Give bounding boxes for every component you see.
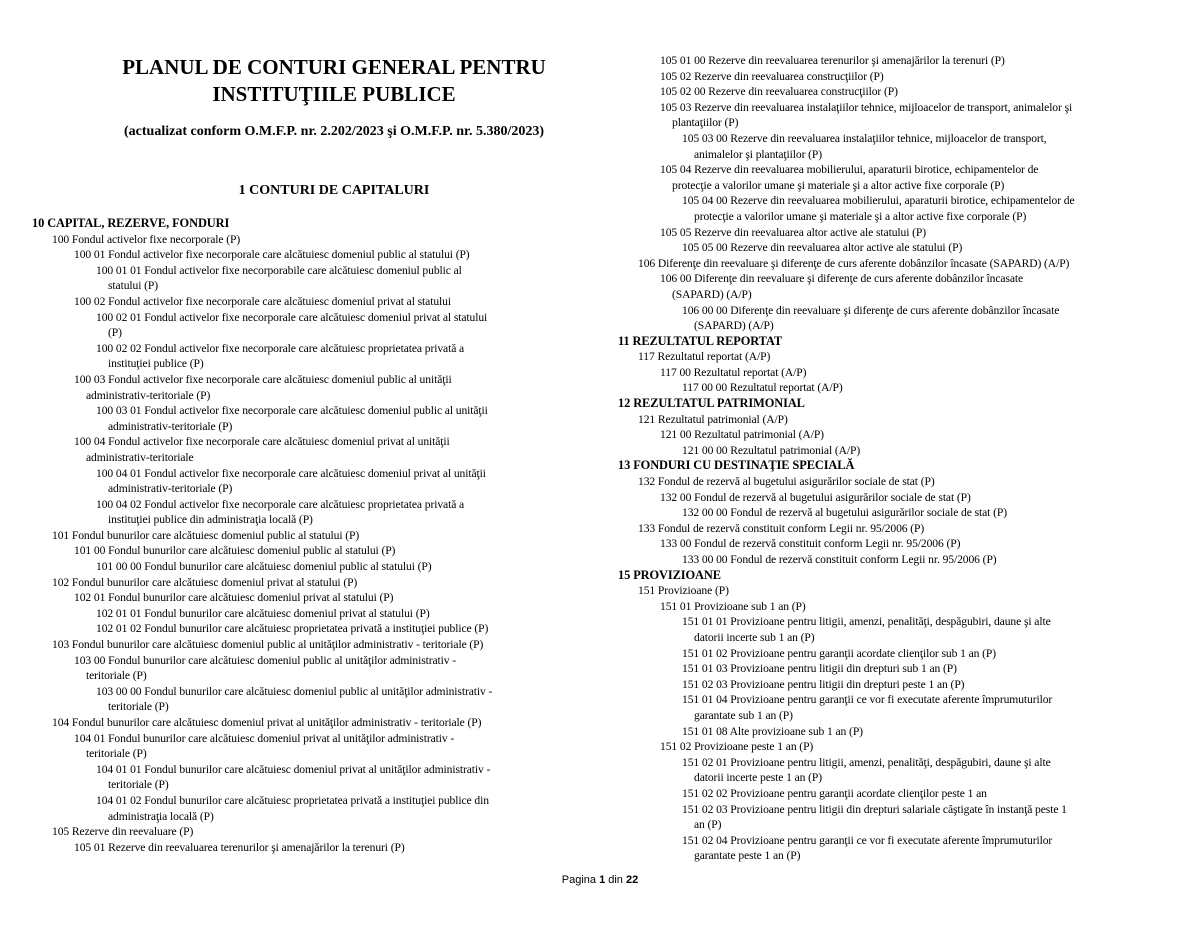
- account-line: 100 03 Fondul activelor fixe necorporale care alcătuiesc domeniul public al unităţii: [74, 372, 452, 386]
- account-line: 102 01 Fondul bunurilor care alcătuiesc domeniul privat al statului (P): [74, 591, 394, 605]
- footer-middle: din: [605, 874, 626, 886]
- account-line: 103 Fondul bunurilor care alcătuiesc domeniul public al unităţilor administrativ - teritoriale (P): [52, 638, 484, 652]
- account-line: 133 00 Fondul de rezervă constituit conform Legii nr. 95/2006 (P): [660, 537, 961, 551]
- account-line: 100 02 01 Fondul activelor fixe necorporale care alcătuiesc domeniul privat al statului: [96, 310, 488, 324]
- account-line: 100 04 01 Fondul activelor fixe necorporale care alcătuiesc domeniul privat al unităţii: [96, 466, 486, 480]
- account-line: 151 01 04 Provizioane pentru garanţii ce vor fi executate aferente împrumuturilor: [682, 693, 1053, 707]
- account-line: 133 00 00 Fondul de rezervă constituit conform Legii nr. 95/2006 (P): [682, 553, 997, 566]
- account-line: 105 04 Rezerve din reevaluarea mobilierului, aparaturii birotice, echipamentelor de: [660, 163, 1039, 177]
- account-class-heading: 12 REZULTATUL PATRIMONIAL: [618, 396, 805, 411]
- account-class-heading: 13 FONDURI CU DESTINAŢIE SPECIALĂ: [618, 458, 855, 473]
- account-line: instituţiei publice din administraţia locală (P): [108, 513, 313, 527]
- account-line: 151 02 03 Provizioane pentru litigii din drepturi salariale câştigate în instanţă peste 1: [682, 802, 1067, 816]
- account-line: 151 02 02 Provizioane pentru garanţii acordate clienţilor peste 1 an: [682, 786, 987, 800]
- account-line: 104 01 02 Fondul bunurilor care alcătuiesc proprietatea privată a instituţiei publice din: [96, 793, 489, 807]
- account-line: 132 Fondul de rezervă al bugetului asigurărilor sociale de stat (P): [638, 475, 935, 489]
- account-line: 117 Rezultatul reportat (A/P): [638, 350, 771, 364]
- account-class-heading: 11 REZULTATUL REPORTAT: [618, 333, 782, 348]
- account-line: 105 04 00 Rezerve din reevaluarea mobilierului, aparaturii birotice, echipamentelor de: [682, 194, 1075, 208]
- account-line: 101 00 Fondul bunurilor care alcătuiesc domeniul public al statului (P): [74, 544, 396, 558]
- account-line: 100 04 02 Fondul activelor fixe necorporale care alcătuiesc proprietatea privată a: [96, 497, 465, 511]
- account-line: teritoriale (P): [86, 669, 147, 683]
- account-line: 101 00 00 Fondul bunurilor care alcătuiesc domeniul public al statului (P): [96, 560, 432, 574]
- account-line: 151 01 03 Provizioane pentru litigii din drepturi sub 1 an (P): [682, 662, 957, 676]
- account-line: administrativ-teritoriale (P): [108, 419, 233, 433]
- account-class-heading: 10 CAPITAL, REZERVE, FONDURI: [32, 216, 230, 230]
- account-line: statului (P): [108, 279, 159, 293]
- account-line: garantate peste 1 an (P): [694, 849, 801, 863]
- account-line: (SAPARD) (A/P): [672, 287, 752, 301]
- account-line: 151 02 Provizioane peste 1 an (P): [660, 740, 814, 754]
- account-line: datorii incerte peste 1 an (P): [694, 771, 823, 785]
- account-line: administrativ-teritoriale (P): [108, 482, 233, 496]
- account-line: 100 01 Fondul activelor fixe necorporale care alcătuiesc domeniul public al statului (P): [74, 248, 470, 262]
- account-line: 100 02 02 Fondul activelor fixe necorporale care alcătuiesc proprietatea privată a: [96, 341, 465, 355]
- account-line: 151 Provizioane (P): [638, 584, 729, 598]
- right-account-list: [618, 53, 1178, 864]
- account-line: 102 01 01 Fondul bunurilor care alcătuiesc domeniul privat al statului (P): [96, 606, 430, 620]
- account-line: 151 01 02 Provizioane pentru garanţii acordate clienţilor sub 1 an (P): [682, 646, 996, 660]
- title-line-1: PLANUL DE CONTURI GENERAL PENTRU: [122, 55, 546, 79]
- account-line: 151 02 01 Provizioane pentru litigii, amenzi, penalităţi, despăgubiri, daune şi alte: [682, 755, 1051, 769]
- account-line: 105 01 Rezerve din reevaluarea terenurilor şi amenajărilor la terenuri (P): [74, 840, 405, 854]
- account-line: protecţie a valorilor umane şi materiale şi a altor active fixe corporale (P): [672, 178, 1005, 192]
- account-line: 105 Rezerve din reevaluare (P): [52, 825, 194, 839]
- account-line: 104 01 Fondul bunurilor care alcătuiesc domeniul privat al unităţilor administrativ -: [74, 731, 455, 745]
- account-line: 117 00 00 Rezultatul reportat (A/P): [682, 381, 843, 395]
- account-line: 132 00 Fondul de rezervă al bugetului asigurărilor sociale de stat (P): [660, 490, 971, 504]
- footer-page-number: 1: [599, 874, 606, 886]
- page-title: [64, 54, 604, 108]
- account-line: instituţiei publice (P): [108, 357, 204, 371]
- account-line: 104 Fondul bunurilor care alcătuiesc domeniul privat al unităţilor administrativ - teritoriale (P): [52, 716, 482, 729]
- account-line: 105 02 00 Rezerve din reevaluarea construcţiilor (P): [660, 85, 898, 99]
- account-line: (P): [108, 326, 122, 340]
- account-line: 100 01 01 Fondul activelor fixe necorporabile care alcătuiesc domeniul public al: [96, 263, 462, 277]
- account-line: 105 03 00 Rezerve din reevaluarea instalaţiilor tehnice, mijloacelor de transport,: [682, 131, 1047, 145]
- title-line-2: INSTITUŢIILE PUBLICE: [212, 82, 456, 106]
- account-line: 101 Fondul bunurilor care alcătuiesc domeniul public al statului (P): [52, 528, 360, 542]
- account-line: administraţia locală (P): [108, 809, 214, 823]
- account-line: teritoriale (P): [108, 778, 169, 792]
- account-line: an (P): [694, 818, 722, 832]
- account-line: 102 01 02 Fondul bunurilor care alcătuiesc proprietatea privată a instituţiei publice (P): [96, 622, 489, 636]
- account-line: 121 Rezultatul patrimonial (A/P): [638, 412, 788, 426]
- account-line: 151 02 03 Provizioane pentru litigii din drepturi peste 1 an (P): [682, 677, 965, 691]
- account-line: 106 Diferenţe din reevaluare şi diferenţe de curs aferente dobânzilor încasate (SAPARD) (A/P): [638, 256, 1070, 270]
- account-line: administrativ-teritoriale (P): [86, 388, 211, 402]
- account-line: teritoriale (P): [86, 747, 147, 761]
- page-footer: [0, 874, 1200, 886]
- account-class-heading: 15 PROVIZIOANE: [618, 567, 721, 582]
- account-line: 104 01 01 Fondul bunurilor care alcătuiesc domeniul privat al unităţilor administrativ -: [96, 762, 491, 776]
- account-line: garantate sub 1 an (P): [694, 708, 793, 722]
- account-line: datorii incerte sub 1 an (P): [694, 630, 815, 644]
- footer-prefix: Pagina: [561, 874, 600, 886]
- account-line: 100 Fondul activelor fixe necorporale (P): [52, 232, 241, 246]
- account-line: plantaţiilor (P): [672, 116, 739, 130]
- account-line: 117 00 Rezultatul reportat (A/P): [660, 365, 807, 379]
- account-line: 100 02 Fondul activelor fixe necorporale care alcătuiesc domeniul privat al statului: [74, 294, 451, 308]
- account-line: 105 03 Rezerve din reevaluarea instalaţiilor tehnice, mijloacelor de transport, animalelor şi: [660, 100, 1073, 114]
- account-line: (SAPARD) (A/P): [694, 319, 774, 333]
- account-line: 103 00 Fondul bunurilor care alcătuiesc domeniul public al unităţilor administrativ -: [74, 653, 457, 667]
- account-line: 151 01 08 Alte provizioane sub 1 an (P): [682, 724, 863, 738]
- account-line: 105 05 00 Rezerve din reevaluarea altor active ale statului (P): [682, 241, 963, 255]
- account-line: 151 01 01 Provizioane pentru litigii, amenzi, penalităţi, despăgubiri, daune şi alte: [682, 615, 1051, 629]
- account-line: 106 00 Diferenţe din reevaluare şi diferenţe de curs aferente dobânzilor încasate: [660, 272, 1024, 286]
- account-line: administrativ-teritoriale: [86, 450, 194, 464]
- account-line: 106 00 00 Diferenţe din reevaluare şi diferenţe de curs aferente dobânzilor încasate: [682, 303, 1060, 317]
- account-line: 100 04 Fondul activelor fixe necorporale care alcătuiesc domeniul privat al unităţii: [74, 435, 450, 449]
- account-line: 151 02 04 Provizioane pentru garanţii ce vor fi executate aferente împrumuturilor: [682, 833, 1053, 847]
- account-line: 105 01 00 Rezerve din reevaluarea terenurilor şi amenajărilor la terenuri (P): [660, 54, 1005, 67]
- account-line: 132 00 00 Fondul de rezervă al bugetului asigurărilor sociale de stat (P): [682, 506, 1007, 520]
- left-account-list: [32, 216, 592, 855]
- account-line: 105 02 Rezerve din reevaluarea construcţiilor (P): [660, 69, 884, 83]
- account-line: 121 00 Rezultatul patrimonial (A/P): [660, 428, 824, 442]
- account-line: 105 05 Rezerve din reevaluarea altor active ale statului (P): [660, 225, 927, 239]
- account-line: 102 Fondul bunurilor care alcătuiesc domeniul privat al statului (P): [52, 575, 358, 589]
- footer-total-pages: 22: [625, 874, 639, 886]
- account-line: 133 Fondul de rezervă constituit conform Legii nr. 95/2006 (P): [638, 521, 925, 535]
- account-line: 103 00 00 Fondul bunurilor care alcătuiesc domeniul public al unităţilor administrativ -: [96, 684, 493, 698]
- account-line: 121 00 00 Rezultatul patrimonial (A/P): [682, 443, 861, 457]
- section-heading: 1 CONTURI DE CAPITALURI: [238, 183, 430, 198]
- account-line: 100 03 01 Fondul activelor fixe necorporale care alcătuiesc domeniul public al unităţii: [96, 404, 488, 418]
- account-line: teritoriale (P): [108, 700, 169, 714]
- account-line: animalelor şi plantaţiilor (P): [694, 147, 823, 161]
- account-line: protecţie a valorilor umane şi materiale şi a altor active fixe corporale (P): [694, 209, 1027, 223]
- account-line: 151 01 Provizioane sub 1 an (P): [660, 599, 806, 613]
- page-subtitle: (actualizat conform O.M.F.P. nr. 2.202/2023 şi O.M.F.P. nr. 5.380/2023): [124, 124, 544, 139]
